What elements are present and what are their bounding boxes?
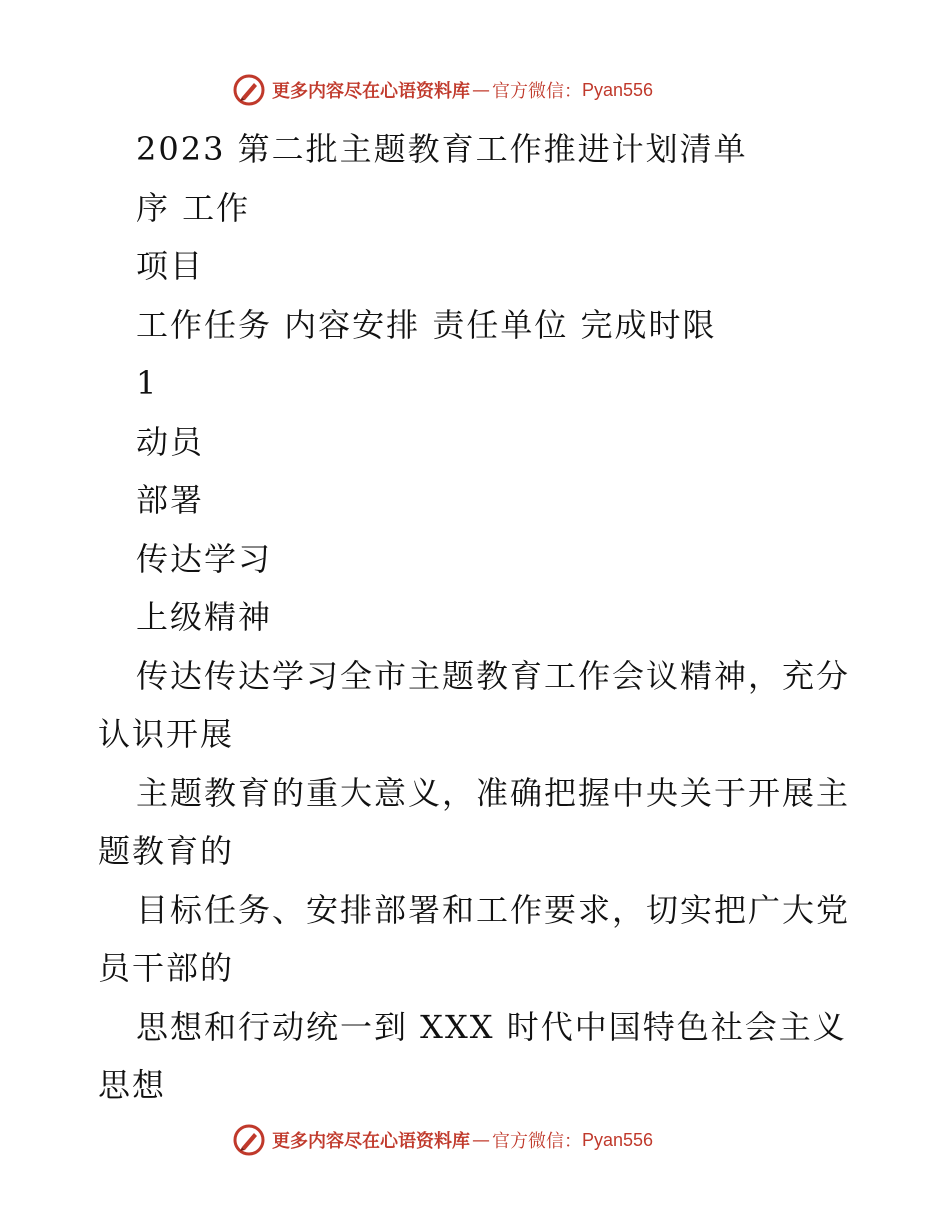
pen-logo-icon <box>232 73 266 107</box>
watermark-footer <box>232 1120 653 1160</box>
text-line: 序 工作 <box>136 188 251 227</box>
text-line: 题教育的 <box>98 832 235 870</box>
text-line: 传达传达学习全市主题教育工作会议精神，充分 <box>136 656 851 695</box>
text-line: 思想和行动统一到 XXX 时代中国特色社会主义 <box>136 1007 847 1046</box>
watermark-label: 官方微信： <box>492 1131 582 1152</box>
watermark-header <box>232 70 653 110</box>
text-line: 工作任务 内容安排 责任单位 完成时限 <box>136 305 717 344</box>
text-line: 项目 <box>136 247 205 285</box>
text-line: 上级精神 <box>136 598 273 636</box>
document-body <box>98 120 868 1115</box>
text-line: 认识开展 <box>98 715 235 753</box>
text-line: 思想 <box>98 1066 167 1104</box>
watermark-dash: — <box>472 1129 490 1151</box>
text-line: 2023 第二批主题教育工作推进计划清单 <box>136 130 748 168</box>
watermark-wechat-id: Pyan556 <box>582 79 654 100</box>
text-line: 部署 <box>136 481 205 519</box>
text-line: 员干部的 <box>98 949 235 987</box>
text-line: 动员 <box>136 422 205 461</box>
text-line: 主题教育的重大意义，准确把握中央关于开展主 <box>136 773 851 812</box>
watermark-wechat-id: Pyan556 <box>582 1129 654 1150</box>
text-line: 目标任务、安排部署和工作要求，切实把广大党 <box>136 890 851 929</box>
watermark-main-text: 更多内容尽在心语资料库 <box>272 1131 470 1152</box>
text-line: 传达学习 <box>136 539 273 578</box>
text-line: 1 <box>136 364 159 402</box>
watermark-dash: — <box>472 79 490 101</box>
watermark-label: 官方微信： <box>492 81 582 102</box>
pen-logo-icon <box>232 1123 266 1157</box>
watermark-main-text: 更多内容尽在心语资料库 <box>272 81 470 102</box>
